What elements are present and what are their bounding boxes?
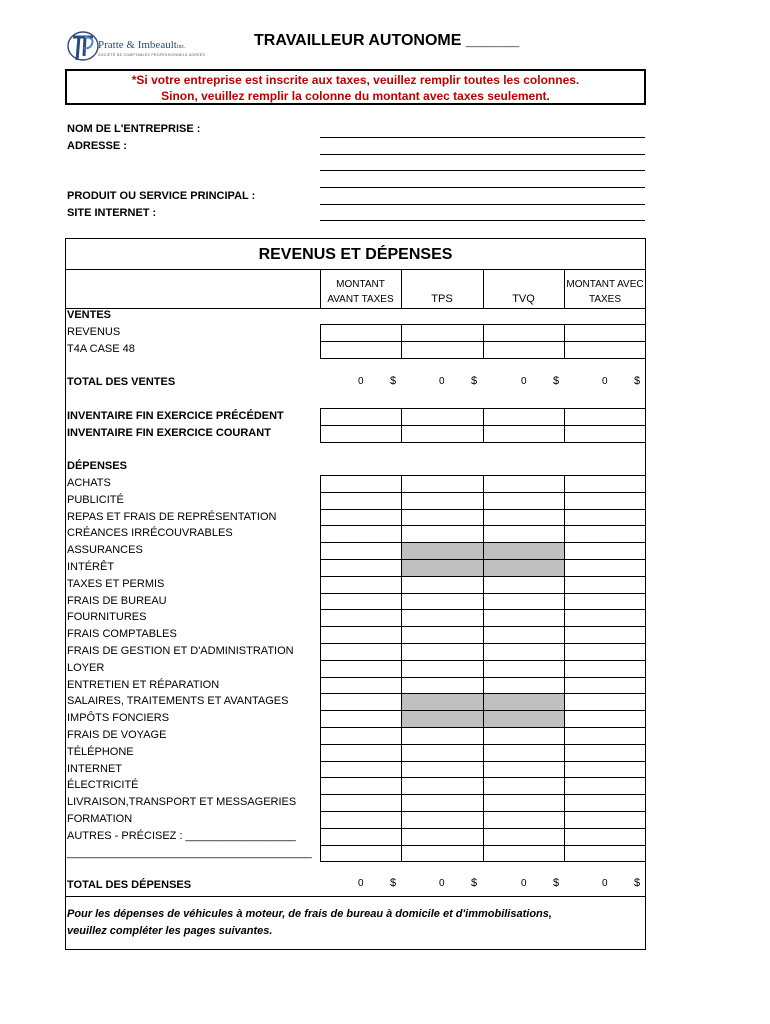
expense-cell-col-1[interactable] xyxy=(320,777,402,795)
expense-cell-col-2[interactable] xyxy=(401,525,484,543)
expense-row-label: ASSURANCES xyxy=(67,544,143,557)
footnote xyxy=(67,906,552,940)
expense-cell-col-4[interactable] xyxy=(564,845,646,863)
expense-cell-col-1[interactable] xyxy=(320,744,402,762)
expense-cell-col-2[interactable] xyxy=(401,727,484,745)
notice-line-1: *Si votre entreprise est inscrite aux taxes, veuillez remplir toutes les colonnes. xyxy=(131,73,580,87)
total-sales-label: TOTAL DES VENTES xyxy=(67,376,176,388)
company-logo xyxy=(66,28,206,68)
expense-cell-col-1[interactable] xyxy=(320,828,402,846)
expense-cell-col-3[interactable] xyxy=(483,828,565,846)
website-field[interactable] xyxy=(320,220,645,221)
expense-cell-col-2[interactable] xyxy=(401,643,484,661)
expense-row-label: ÉLECTRICITÉ xyxy=(67,779,139,792)
expense-cell-col-4[interactable] xyxy=(564,559,646,577)
total-value: 0 xyxy=(602,376,608,387)
section-title: REVENUS ET DÉPENSES xyxy=(258,246,453,263)
expense-cell-col-2[interactable] xyxy=(401,475,484,493)
expense-cell-col-2[interactable] xyxy=(401,492,484,510)
expense-cell-col-4[interactable] xyxy=(564,492,646,510)
expense-cell-col-3[interactable] xyxy=(483,744,565,762)
col-header-with-tax: MONTANT AVEC TAXES xyxy=(566,279,644,305)
expense-cell-col-4[interactable] xyxy=(564,828,646,846)
expense-cell-col-2[interactable] xyxy=(401,609,484,627)
sales-cell-col-3[interactable] xyxy=(483,324,565,342)
logo-brand-text: Pratte & Imbeaultinc. xyxy=(98,39,186,51)
expense-cell-col-3[interactable] xyxy=(483,811,565,829)
expense-cell-col-2[interactable] xyxy=(401,845,484,863)
expense-cell-col-4[interactable] xyxy=(564,626,646,644)
currency-symbol: $ xyxy=(553,375,560,387)
expense-row-label: ENTRETIEN ET RÉPARATION xyxy=(67,678,220,691)
expense-cell-col-1[interactable] xyxy=(320,609,402,627)
address-field-1[interactable] xyxy=(320,154,645,155)
expense-row-label: SALAIRES, TRAITEMENTS ET AVANTAGES xyxy=(67,695,289,708)
total-value: 0 xyxy=(602,878,608,889)
expense-row-label: CRÉANCES IRRÉCOUVRABLES xyxy=(67,527,233,540)
expense-row-label: FRAIS COMPTABLES xyxy=(67,628,177,641)
sales-heading: VENTES xyxy=(67,309,112,321)
expense-cell-col-3[interactable] xyxy=(483,660,565,678)
expense-row-label: REPAS ET FRAIS DE REPRÉSENTATION xyxy=(67,510,277,523)
inventory-cell-col-3[interactable] xyxy=(483,408,565,426)
expense-cell-col-4[interactable] xyxy=(564,777,646,795)
expense-cell-col-2[interactable] xyxy=(401,626,484,644)
expense-row-label: FRAIS DE GESTION ET D'ADMINISTRATION xyxy=(67,645,294,657)
currency-symbol: $ xyxy=(390,375,397,387)
expense-cell-col-2 xyxy=(401,710,484,728)
expense-cell-col-3 xyxy=(483,710,565,728)
currency-symbol: $ xyxy=(390,877,397,889)
expense-row-label: ACHATS xyxy=(67,477,111,489)
expense-cell-col-1[interactable] xyxy=(320,727,402,745)
sales-cell-col-3[interactable] xyxy=(483,341,565,359)
expense-row-label: TÉLÉPHONE xyxy=(67,745,134,758)
expense-cell-col-4[interactable] xyxy=(564,693,646,711)
expense-cell-col-1[interactable] xyxy=(320,475,402,493)
expense-cell-col-1[interactable] xyxy=(320,845,402,863)
expense-cell-col-1[interactable] xyxy=(320,710,402,728)
expense-cell-col-2 xyxy=(401,693,484,711)
expense-cell-col-3[interactable] xyxy=(483,626,565,644)
expense-cell-col-1[interactable] xyxy=(320,643,402,661)
inventory-cell-col-1[interactable] xyxy=(320,425,402,443)
expense-cell-col-1[interactable] xyxy=(320,542,402,560)
total-value: 0 xyxy=(521,376,527,387)
footer-divider xyxy=(65,896,646,897)
expense-cell-col-4[interactable] xyxy=(564,576,646,594)
expense-cell-col-3 xyxy=(483,559,565,577)
total-value: 0 xyxy=(439,878,445,889)
sales-cell-col-4[interactable] xyxy=(564,341,646,359)
col-header-tps: TPS xyxy=(431,293,453,305)
expense-row-label: FOURNITURES xyxy=(67,611,147,624)
expense-cell-col-1[interactable] xyxy=(320,761,402,779)
expense-cell-col-2[interactable] xyxy=(401,828,484,846)
expense-row-label: FRAIS DE VOYAGE xyxy=(67,729,167,741)
currency-symbol: $ xyxy=(553,877,560,889)
expense-cell-col-2[interactable] xyxy=(401,509,484,527)
total-value: 0 xyxy=(439,376,445,387)
expense-row-label: FORMATION xyxy=(67,813,133,825)
expense-cell-col-4[interactable] xyxy=(564,744,646,762)
expense-cell-col-1[interactable] xyxy=(320,492,402,510)
sales-row-label: T4A CASE 48 xyxy=(67,343,135,355)
expense-cell-col-3[interactable] xyxy=(483,777,565,795)
expense-cell-col-4[interactable] xyxy=(564,475,646,493)
inventory-cell-col-4[interactable] xyxy=(564,425,646,443)
product-label: PRODUIT OU SERVICE PRINCIPAL : xyxy=(67,190,256,202)
expense-cell-col-3[interactable] xyxy=(483,492,565,510)
logo-tagline: SOCIÉTÉ DE COMPTABLES PROFESSIONNELS AGRÉÉS xyxy=(98,53,206,57)
footnote-line-2: veuillez compléter les pages suivantes. xyxy=(67,925,273,937)
col-header-before-tax: MONTANT AVANT TAXES xyxy=(327,279,394,305)
expense-cell-col-1[interactable] xyxy=(320,509,402,527)
expense-cell-col-1[interactable] xyxy=(320,559,402,577)
expense-row-label: LOYER xyxy=(67,661,105,674)
expense-cell-col-3[interactable] xyxy=(483,475,565,493)
expense-cell-col-2[interactable] xyxy=(401,761,484,779)
header-divider xyxy=(65,308,646,309)
product-field[interactable] xyxy=(320,204,645,205)
expense-cell-col-4[interactable] xyxy=(564,710,646,728)
expense-cell-col-2[interactable] xyxy=(401,576,484,594)
expense-row-label: INTÉRÊT xyxy=(67,561,115,573)
expense-cell-col-2 xyxy=(401,559,484,577)
expense-row-label: AUTRES - PRÉCISEZ : __________________ xyxy=(67,829,296,842)
expense-cell-col-2[interactable] xyxy=(401,811,484,829)
total-expenses-label: TOTAL DES DÉPENSES xyxy=(67,879,192,891)
address-field-3[interactable] xyxy=(320,187,645,188)
inventory-cell-col-1[interactable] xyxy=(320,408,402,426)
total-value: 0 xyxy=(521,878,527,889)
expense-cell-col-2[interactable] xyxy=(401,777,484,795)
expense-cell-col-3[interactable] xyxy=(483,845,565,863)
expense-row-label: FRAIS DE BUREAU xyxy=(67,594,167,607)
inventory-cell-col-2[interactable] xyxy=(401,408,484,426)
expense-cell-col-3[interactable] xyxy=(483,727,565,745)
expense-cell-col-4[interactable] xyxy=(564,509,646,527)
expense-row-label: PUBLICITÉ xyxy=(67,493,124,506)
currency-symbol: $ xyxy=(471,375,478,387)
company-name-label: NOM DE L'ENTREPRISE : xyxy=(67,123,201,135)
expense-cell-col-4[interactable] xyxy=(564,542,646,560)
inventory-row-label: INVENTAIRE FIN EXERCICE COURANT xyxy=(67,427,271,439)
currency-symbol: $ xyxy=(471,877,478,889)
expense-cell-col-3[interactable] xyxy=(483,593,565,611)
expense-cell-col-4[interactable] xyxy=(564,643,646,661)
expense-cell-col-1[interactable] xyxy=(320,626,402,644)
expense-cell-col-1[interactable] xyxy=(320,677,402,695)
expense-cell-col-3[interactable] xyxy=(483,525,565,543)
logo-mark-icon xyxy=(66,28,100,64)
expense-cell-col-3[interactable] xyxy=(483,677,565,695)
company-name-field[interactable] xyxy=(320,137,645,138)
expense-cell-col-3[interactable] xyxy=(483,761,565,779)
sales-cell-col-2[interactable] xyxy=(401,324,484,342)
expense-cell-col-2[interactable] xyxy=(401,794,484,812)
sales-cell-col-4[interactable] xyxy=(564,324,646,342)
expense-cell-col-4[interactable] xyxy=(564,794,646,812)
expense-cell-col-4[interactable] xyxy=(564,727,646,745)
expense-cell-col-3[interactable] xyxy=(483,576,565,594)
inventory-row-label: INVENTAIRE FIN EXERCICE PRÉCÉDENT xyxy=(67,410,284,422)
expenses-heading: DÉPENSES xyxy=(67,460,127,472)
expense-cell-col-3[interactable] xyxy=(483,509,565,527)
footnote-line-1: Pour les dépenses de véhicules à moteur, de frais de bureau à domicile et d'immobilisations, xyxy=(67,908,552,920)
sales-cell-col-2[interactable] xyxy=(401,341,484,359)
notice-line-2: Sinon, veuillez remplir la colonne du montant avec taxes seulement. xyxy=(161,89,550,103)
inventory-cell-col-3[interactable] xyxy=(483,425,565,443)
sales-cell-col-1[interactable] xyxy=(320,324,402,342)
address-field-2[interactable] xyxy=(320,170,645,171)
expense-cell-col-4[interactable] xyxy=(564,660,646,678)
expense-cell-col-2[interactable] xyxy=(401,593,484,611)
expense-row-label: ________________________________________ xyxy=(67,846,312,859)
expense-cell-col-1[interactable] xyxy=(320,525,402,543)
expense-row-label: LIVRAISON,TRANSPORT ET MESSAGERIES xyxy=(67,796,297,809)
expense-cell-col-4[interactable] xyxy=(564,593,646,611)
expense-cell-col-1[interactable] xyxy=(320,660,402,678)
expense-cell-col-2 xyxy=(401,542,484,560)
notice-box xyxy=(65,69,646,105)
expense-cell-col-2[interactable] xyxy=(401,660,484,678)
expense-cell-col-2[interactable] xyxy=(401,677,484,695)
expense-cell-col-3 xyxy=(483,542,565,560)
expense-cell-col-4[interactable] xyxy=(564,609,646,627)
expense-row-label: IMPÔTS FONCIERS xyxy=(67,712,170,725)
address-label: ADRESSE : xyxy=(67,140,127,152)
total-value: 0 xyxy=(358,878,364,889)
page-title: TRAVAILLEUR AUTONOME ______ xyxy=(254,32,520,49)
total-value: 0 xyxy=(358,376,364,387)
expense-cell-col-4[interactable] xyxy=(564,761,646,779)
expense-cell-col-1[interactable] xyxy=(320,794,402,812)
col-header-tvq: TVQ xyxy=(512,293,535,305)
expense-cell-col-4[interactable] xyxy=(564,811,646,829)
expense-cell-col-2[interactable] xyxy=(401,744,484,762)
expense-cell-col-4[interactable] xyxy=(564,525,646,543)
expense-cell-col-4[interactable] xyxy=(564,677,646,695)
expense-cell-col-3[interactable] xyxy=(483,609,565,627)
sales-row-label: REVENUS xyxy=(67,326,121,338)
expense-cell-col-3 xyxy=(483,693,565,711)
currency-symbol: $ xyxy=(634,375,641,387)
sales-cell-col-1[interactable] xyxy=(320,341,402,359)
inventory-cell-col-4[interactable] xyxy=(564,408,646,426)
currency-symbol: $ xyxy=(634,877,641,889)
expense-row-label: TAXES ET PERMIS xyxy=(67,577,165,590)
expense-cell-col-1[interactable] xyxy=(320,811,402,829)
website-label: SITE INTERNET : xyxy=(67,207,157,219)
inventory-cell-col-2[interactable] xyxy=(401,425,484,443)
title-divider xyxy=(65,269,646,270)
expense-cell-col-3[interactable] xyxy=(483,794,565,812)
expense-cell-col-1[interactable] xyxy=(320,576,402,594)
expense-cell-col-1[interactable] xyxy=(320,693,402,711)
expense-cell-col-3[interactable] xyxy=(483,643,565,661)
expense-row-label: INTERNET xyxy=(67,762,122,775)
expense-cell-col-1[interactable] xyxy=(320,593,402,611)
